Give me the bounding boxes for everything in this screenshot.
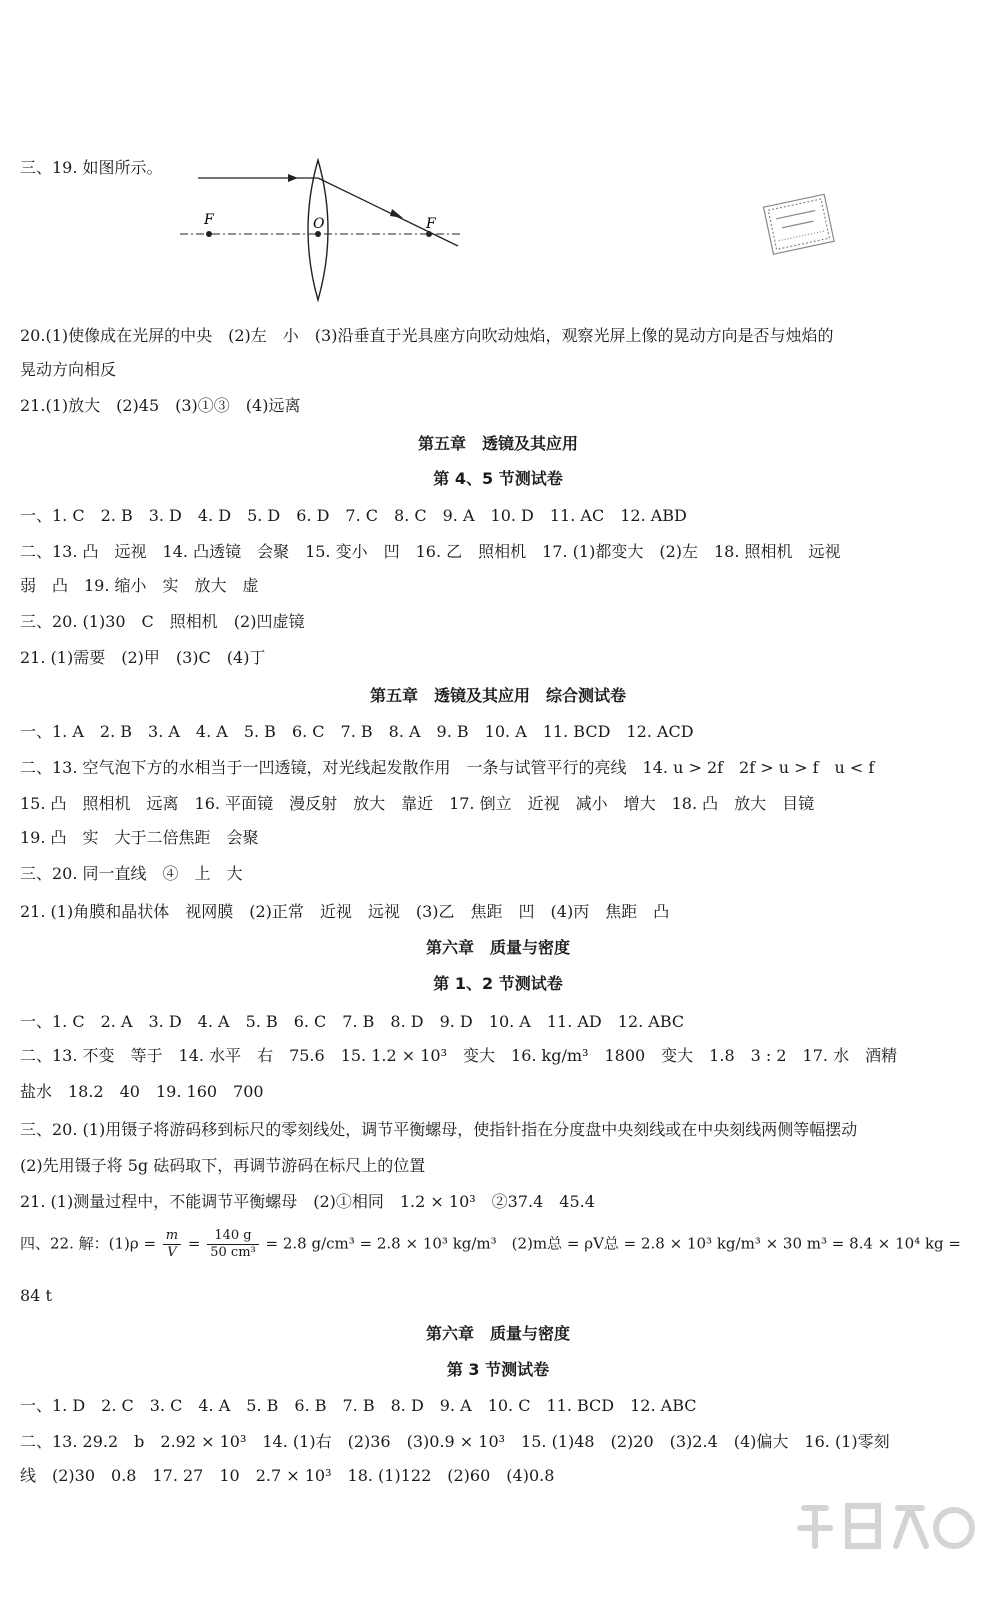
lens-ray-diagram <box>170 158 470 308</box>
answer-line-21: 21.(1)放大 (2)45 (3)①③ (4)远离 <box>20 396 301 415</box>
focus-label-right: F <box>426 216 436 232</box>
section-heading-ch6: 第六章 质量与密度 <box>425 938 570 957</box>
section-subheading-1-2: 第 1、2 节测试卷 <box>433 974 563 993</box>
formula-equals: = <box>183 1234 206 1253</box>
watermark-logo <box>790 1494 980 1560</box>
answer-line-22-cont: 84 t <box>20 1286 52 1305</box>
answer-line-exp-21c: 21. (1)测量过程中，不能调节平衡螺母 (2)①相同 1.2 × 10³ ②37.4 45.4 <box>20 1192 595 1211</box>
section-subheading-3: 第 3 节测试卷 <box>446 1360 550 1379</box>
answer-line-fill-2: 二、13. 空气泡下方的水相当于一凹透镜，对光线起发散作用 一条与试管平行的亮线 14. u > 2f 2f > u > f u < f <box>20 758 875 777</box>
answer-line-choice-2: 一、1. A 2. B 3. A 4. A 5. B 6. C 7. B 8. A 9. B 10. A 11. BCD 12. ACD <box>20 722 694 741</box>
section-heading-ch5-comprehensive: 第五章 透镜及其应用 综合测试卷 <box>369 686 626 705</box>
fraction-numerator: m <box>163 1228 181 1245</box>
center-label: O <box>313 216 325 232</box>
stamp-mark <box>760 190 840 260</box>
answer-line-exp-20c-cont: (2)先用镊子将 5g 砝码取下，再调节游码在标尺上的位置 <box>20 1156 426 1175</box>
calculation-line-22 <box>20 1228 980 1272</box>
section-heading-ch5: 第五章 透镜及其应用 <box>417 434 578 453</box>
answer-line-fill-2-cont: 15. 凸 照相机 远离 16. 平面镜 漫反射 放大 靠近 17. 倒立 近视 减小 增大 18. 凸 放大 目镜 <box>20 794 815 813</box>
focus-point-left <box>206 231 212 237</box>
answer-line-20: 20.(1)使像成在光屏的中央 (2)左 小 (3)沿垂直于光具座方向吹动烛焰，观察光屏上像的晃动方向是否与烛焰的 <box>20 326 834 345</box>
answer-line-exp-20b: 三、20. 同一直线 ④ 上 大 <box>20 864 243 883</box>
section-heading-ch6-b: 第六章 质量与密度 <box>425 1324 570 1343</box>
answer-line-choice-3: 一、1. C 2. A 3. D 4. A 5. B 6. C 7. B 8. D 9. D 10. A 11. AD 12. ABC <box>20 1012 685 1031</box>
answer-line-fill-3-cont: 盐水 18.2 40 19. 160 700 <box>20 1082 264 1101</box>
answer-line-exp-20: 三、20. (1)30 C 照相机 (2)凹虚镜 <box>20 612 305 631</box>
answer-line-fill: 二、13. 凸 远视 14. 凸透镜 会聚 15. 变小 凹 16. 乙 照相机 17. (1)都变大 (2)左 18. 照相机 远视 <box>20 542 841 561</box>
formula-prefix: 四、22. 解：(1)ρ = <box>20 1234 161 1253</box>
answer-line-choice: 一、1. C 2. B 3. D 4. D 5. D 6. D 7. C 8. C 9. A 10. D 11. AC 12. ABD <box>20 506 687 525</box>
answer-line-fill-2-cont2: 19. 凸 实 大于二倍焦距 会聚 <box>20 828 259 847</box>
fraction-denominator: 50 cm³ <box>210 1245 256 1260</box>
answer-line-fill-4: 二、13. 29.2 b 2.92 × 10³ 14. (1)右 (2)36 (3)0.9 × 10³ 15. (1)48 (2)20 (3)2.4 (4)偏大 16. (1)零刻 <box>20 1432 890 1451</box>
answer-line-choice-4: 一、1. D 2. C 3. C 4. A 5. B 6. B 7. B 8. D 9. A 10. C 11. BCD 12. ABC <box>20 1396 697 1415</box>
answer-line-exp-20c: 三、20. (1)用镊子将游码移到标尺的零刻线处，调节平衡螺母，使指针指在分度盘中央刻线或在中央刻线两侧等幅摆动 <box>20 1120 858 1139</box>
answer-line-fill-3: 二、13. 不变 等于 14. 水平 右 75.6 15. 1.2 × 10³ 变大 16. kg/m³ 1800 变大 1.8 3 : 2 17. 水 酒精 <box>20 1046 898 1065</box>
fraction-numerator: 140 g <box>207 1228 259 1245</box>
answer-line-fill-4-cont: 线 (2)30 0.8 17. 27 10 2.7 × 10³ 18. (1)122 (2)60 (4)0.8 <box>20 1466 555 1485</box>
answer-line-exp-21b: 21. (1)角膜和晶状体 视网膜 (2)正常 近视 远视 (3)乙 焦距 凹 (4)丙 焦距 凸 <box>20 902 670 921</box>
answer-line-20-cont: 晃动方向相反 <box>20 360 117 379</box>
fraction-denominator: V <box>167 1245 177 1260</box>
answer-line-exp-21: 21. (1)需要 (2)甲 (3)C (4)丁 <box>20 648 266 667</box>
fraction-m-over-v <box>163 1228 181 1261</box>
refracted-ray-arrow <box>390 209 403 218</box>
formula-rest: = 2.8 g/cm³ = 2.8 × 10³ kg/m³ (2)m总 = ρV总 = 2.8 × 10³ kg/m³ × 30 m³ = 8.4 × 10⁴ kg = <box>260 1234 961 1253</box>
answer-line-fill-cont: 弱 凸 19. 缩小 实 放大 虚 <box>20 576 259 595</box>
refracted-ray <box>318 178 458 246</box>
fraction-mass-over-volume <box>207 1228 259 1261</box>
section-subheading-4-5: 第 4、5 节测试卷 <box>433 469 563 488</box>
answer-line-19: 三、19. 如图所示。 <box>20 158 163 177</box>
focus-label-left: F <box>204 212 214 228</box>
